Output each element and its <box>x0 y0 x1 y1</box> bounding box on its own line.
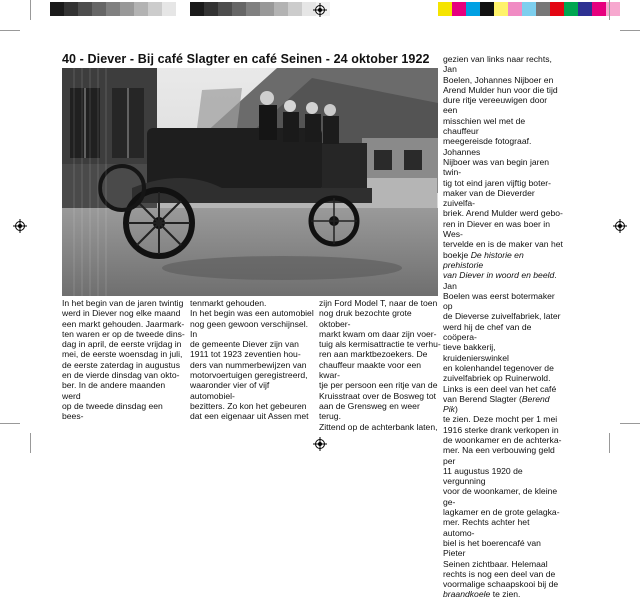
text-line: de eerste zaterdag in augustus <box>62 359 181 370</box>
color-calibration-bar-right <box>438 2 634 16</box>
text-line: gezien van links naar rechts, Jan <box>443 54 552 75</box>
color-calibration-bar-left <box>50 2 330 16</box>
text-line: chauffeur maakte voor een kwar- <box>319 359 422 381</box>
text-line: de gemeente Diever zijn van <box>190 339 299 350</box>
text-line: mer. Na een verbouwing geld per <box>443 445 555 466</box>
text-line: de woonkamer en de achterka- <box>443 434 562 445</box>
text-line: Seinen zichtbaar. Helemaal <box>443 558 548 569</box>
color-swatch <box>134 2 148 16</box>
color-swatch <box>50 2 64 16</box>
vintage-car-photo <box>62 68 438 296</box>
text-line: tervelde en is de maker van het <box>443 239 563 250</box>
text-line: zuivelfabriek op Ruinerwold. <box>443 373 551 384</box>
text-line: maker van de Dieverder zuivelfa- <box>443 187 535 209</box>
text-line: dat een eigenaar uit Assen met <box>190 411 309 422</box>
place-name: braandkoele <box>443 589 491 600</box>
color-swatch <box>148 2 162 16</box>
text-line: werd hij de chef van de coöpera- <box>443 321 532 343</box>
page-title: 40 - Diever - Bij café Slagter en café Seinen - 24 oktober 1922 <box>62 52 430 66</box>
text-line: voor de woonkamer, de kleine ge- <box>443 486 558 507</box>
text-column-3 <box>319 298 443 432</box>
color-swatch <box>92 2 106 16</box>
text-segment: . Jan <box>443 270 557 291</box>
text-line: biel is het boerencafé van Pieter <box>443 537 541 559</box>
text-line: ten waren er op de tweede dins- <box>62 328 185 339</box>
text-line: waaronder vier of vijf automobiel- <box>190 380 270 401</box>
color-swatch <box>218 2 232 16</box>
text-line: bezitters. Zo kon het gebeuren <box>190 400 307 411</box>
text-line: werd in Diever nog elke maand <box>62 308 181 319</box>
text-line: Zittend op de achterbank laten, <box>319 421 438 432</box>
text-line: tenmarkt gehouden. <box>190 298 267 308</box>
color-swatch <box>106 2 120 16</box>
color-swatch <box>494 2 508 16</box>
color-swatch <box>578 2 592 16</box>
text-line <box>443 270 563 291</box>
text-column-1 <box>62 298 186 422</box>
color-swatch <box>550 2 564 16</box>
crop-mark <box>30 433 31 453</box>
crop-mark <box>609 0 610 20</box>
text-line: rechts is nog een deel van de <box>443 568 556 579</box>
text-line: Boelen, Johannes Nijboer en <box>443 74 554 85</box>
text-line: meegereisde fotograaf. Johannes <box>443 136 532 157</box>
color-swatch <box>536 2 550 16</box>
color-swatch <box>64 2 78 16</box>
color-swatch <box>620 2 634 16</box>
text-line <box>443 394 563 415</box>
text-segment: ) <box>454 404 458 415</box>
text-segment: te zien. <box>490 589 521 600</box>
text-column-2 <box>190 298 314 422</box>
text-line: 1916 sterke drank verkopen in <box>443 424 559 435</box>
text-line: voormalige schaapskooi bij de <box>443 579 559 590</box>
book-title: van Diever in woord en beeld <box>443 270 555 281</box>
text-line: Nijboer was van begin jaren twin- <box>443 156 550 178</box>
text-line: tig tot eind jaren vijftig boter- <box>443 177 551 188</box>
photo-illustration <box>62 68 438 296</box>
color-swatch <box>564 2 578 16</box>
crop-mark <box>620 423 640 424</box>
registration-mark-top <box>313 3 327 17</box>
registration-mark-left <box>13 219 27 233</box>
text-column-4 <box>443 54 563 600</box>
text-line: een markt gehouden. Jaarmark- <box>62 318 185 329</box>
text-line: tje per persoon een ritje van de <box>319 380 438 391</box>
text-line: lagkamer en de grote gelagka- <box>443 507 560 518</box>
text-line: motorvoertuigen geregistreerd, <box>190 370 308 381</box>
text-line: mer. Rechts achter het automo- <box>443 517 530 538</box>
registration-mark-right <box>613 219 627 233</box>
text-segment: van Berend Slagter ( <box>443 393 522 404</box>
text-line: ders van nummerbewijzen van <box>190 359 307 370</box>
text-line: tuig als kermisattractie te verhu- <box>319 339 441 350</box>
text-line: 1911 tot 1923 zeventien hou- <box>190 349 301 360</box>
text-line: In het begin was een automobiel <box>190 308 314 319</box>
text-line: markt kwam om daar zijn voer- <box>319 328 437 339</box>
text-line: aan de Grensweg en weer terug. <box>319 400 420 422</box>
crop-mark <box>30 0 31 20</box>
text-line: te zien. Deze mocht per 1 mei <box>443 414 558 425</box>
text-segment: boekje <box>443 249 471 260</box>
crop-mark <box>0 423 20 424</box>
color-swatch <box>260 2 274 16</box>
text-line: en de vierde dinsdag van okto- <box>62 370 180 381</box>
color-swatch <box>246 2 260 16</box>
color-swatch <box>592 2 606 16</box>
text-line: briek. Arend Mulder werd gebo- <box>443 208 563 219</box>
color-swatch <box>522 2 536 16</box>
color-swatch <box>480 2 494 16</box>
text-line: zijn Ford Model T, naar de toen <box>319 298 438 308</box>
text-line <box>443 589 563 599</box>
color-swatch <box>452 2 466 16</box>
color-swatch <box>466 2 480 16</box>
color-swatch <box>78 2 92 16</box>
text-line: en kolenhandel tegenover de <box>443 362 554 373</box>
book-title: De historie en prehistorie <box>443 249 524 270</box>
text-line: ren aan marktbezoekers. De <box>319 349 428 360</box>
text-line: mei, de eerste woensdag in juli, <box>62 349 183 360</box>
text-line: nog druk bezochte grote oktober- <box>319 308 412 329</box>
text-line: nog geen gewoon verschijnsel. In <box>190 318 309 339</box>
color-swatch <box>438 2 452 16</box>
color-swatch <box>190 2 204 16</box>
text-line <box>443 250 563 271</box>
text-line: misschien wel met de chauffeur <box>443 115 526 137</box>
color-swatch <box>508 2 522 16</box>
text-line: Kruisstraat over de Bosweg tot <box>319 390 437 401</box>
crop-mark <box>620 30 640 31</box>
text-line: ren in Diever en was boer in Wes- <box>443 218 550 240</box>
text-line: dure ritje vereeuwigen door een <box>443 95 548 116</box>
text-line: dag in april, de eerste vrijdag in <box>62 339 182 350</box>
text-line: tieve bakkerij, kruidenierswinkel <box>443 342 509 363</box>
text-line: op de tweede dinsdag een bees- <box>62 400 163 422</box>
crop-mark <box>609 433 610 453</box>
text-line: Arend Mulder hun voor die tijd <box>443 84 558 95</box>
text-line: ber. In de andere maanden werd <box>62 380 166 401</box>
text-line: In het begin van de jaren twintig <box>62 298 184 308</box>
nickname: Berend Pik <box>443 393 550 415</box>
color-swatch <box>204 2 218 16</box>
color-swatch <box>288 2 302 16</box>
registration-mark-bottom <box>313 437 327 451</box>
color-swatch <box>176 2 190 16</box>
text-line: 11 augustus 1920 de vergunning <box>443 465 523 487</box>
color-swatch <box>162 2 176 16</box>
text-line: Links is een deel van het café <box>443 383 557 394</box>
color-swatch <box>120 2 134 16</box>
crop-mark <box>0 30 20 31</box>
color-swatch <box>274 2 288 16</box>
text-line: de Dieverse zuivelfabriek, later <box>443 311 561 322</box>
color-swatch <box>232 2 246 16</box>
text-line: Boelen was eerst botermaker op <box>443 290 555 312</box>
